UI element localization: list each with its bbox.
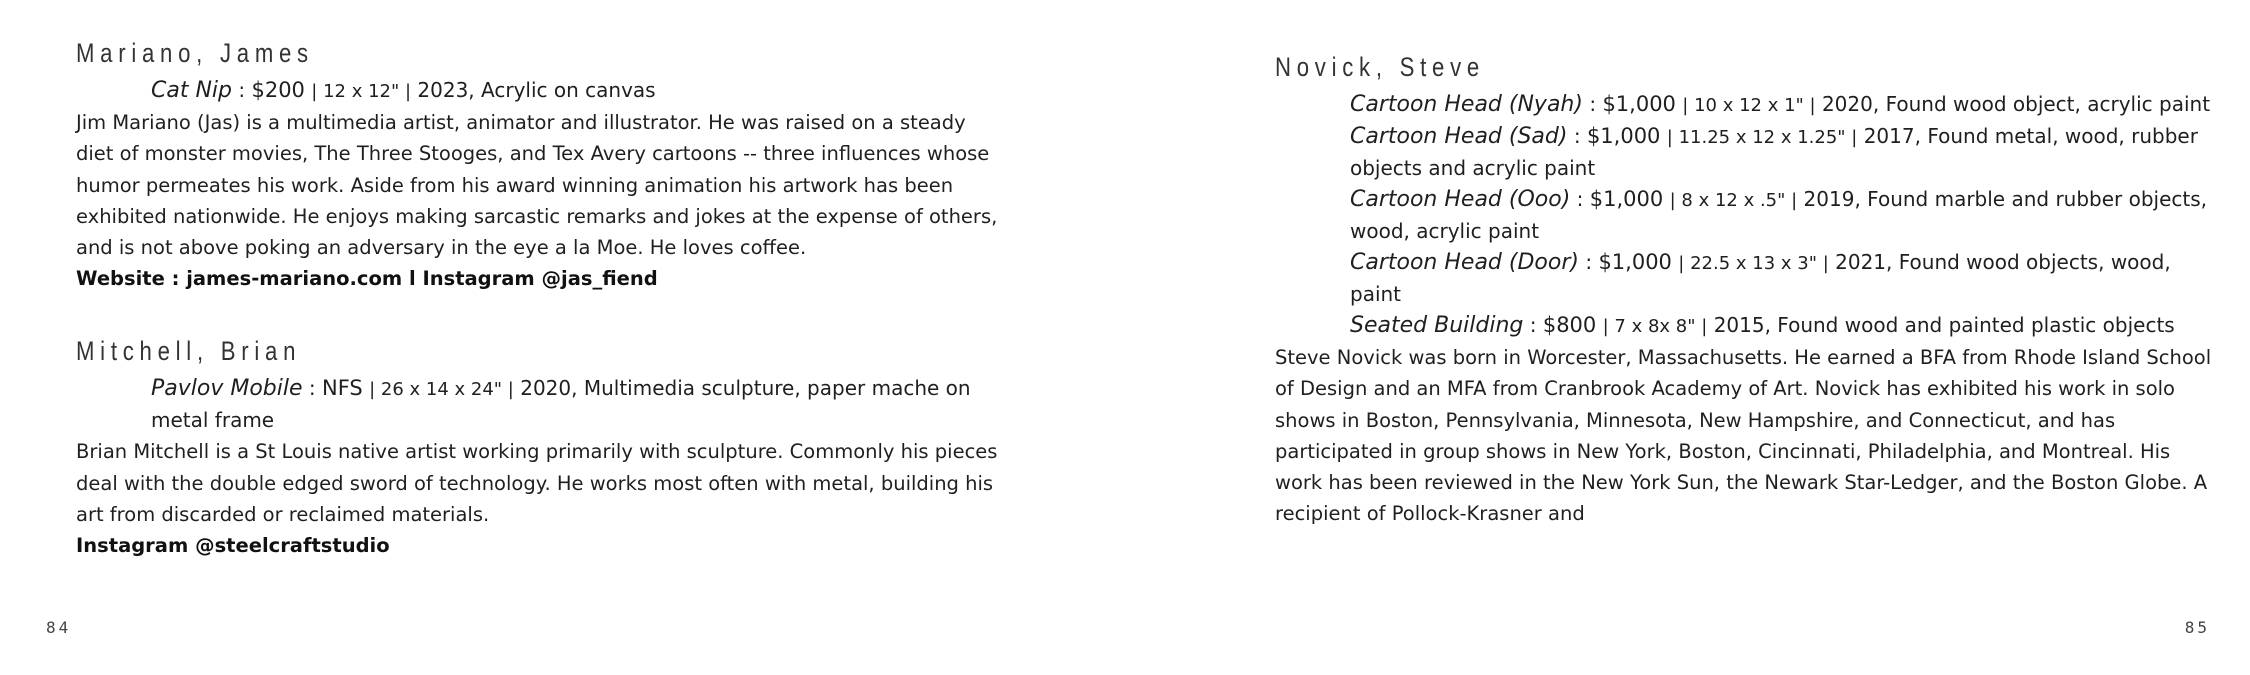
artist-links: Website : james-mariano.com l Instagram @jas_fiend <box>76 267 658 291</box>
artwork-price: $1,000 <box>1586 124 1661 148</box>
artwork-entry: Cartoon Head (Sad) : $1,000 | 11.25 x 12 x 1.25" | 2017, Found metal, wood, rubber objects and acrylic paint <box>1350 124 2198 180</box>
artwork-entry: Cartoon Head (Door) : $1,000 | 22.5 x 13 x 3" | 2021, Found wood objects, wood, paint <box>1350 250 2171 306</box>
left-page-content <box>76 36 1006 601</box>
page-number: 84 <box>46 618 72 637</box>
artwork-price: NFS <box>322 376 363 401</box>
artwork-dimensions: | 11.25 x 12 x 1.25" | <box>1666 127 1858 148</box>
artist-bio: Jim Mariano (Jas) is a multimedia artist, animator and illustrator. He was raised on a steady diet of monster movies, The Three Stooges, and Tex Avery cartoons -- three influences whose humor permeates his work. Aside from his award winning animation his artwork has been exhibited nationwide. He enjoys making sarcastic remarks and jokes at the expense of others, and is not above poking an adversary in the eye a la Moe. He loves coffee. <box>76 111 998 260</box>
artwork-price: $1,000 <box>1589 187 1664 211</box>
artwork-title: Cat Nip <box>151 78 232 103</box>
right-page-content <box>1275 50 2215 530</box>
artwork-entry: Cartoon Head (Nyah) : $1,000 | 10 x 12 x 1" | 2020, Found wood object, acrylic paint <box>1350 92 2211 117</box>
artist-links: Instagram @steelcraftstudio <box>76 534 390 558</box>
artwork-title: Cartoon Head (Ooo) <box>1350 187 1571 212</box>
artwork-details: 2015, Found wood and painted plastic objects <box>1713 313 2175 337</box>
artist-name: Mitchell, Brian <box>76 336 302 367</box>
artwork-title: Pavlov Mobile <box>151 376 303 402</box>
artwork-title: Cartoon Head (Sad) <box>1350 124 1568 149</box>
artwork-entry: Cartoon Head (Ooo) : $1,000 | 8 x 12 x .5" | 2019, Found marble and rubber objects, wood, acrylic paint <box>1350 187 2208 243</box>
artist-bio: Brian Mitchell is a St Louis native artist working primarily with sculpture. Commonly his pieces deal with the double edged sword of technology. He works most often with metal, building his art from discarded or reclaimed materials. <box>76 440 998 527</box>
artist-entry-mariano <box>76 36 1006 294</box>
artwork-dimensions: | 8 x 12 x .5" | <box>1669 190 1798 211</box>
artwork-details: 2023, Acrylic on canvas <box>417 78 656 102</box>
artwork-title: Cartoon Head (Door) <box>1350 250 1579 275</box>
page-number: 85 <box>2184 618 2210 637</box>
artist-entry-mitchell <box>76 334 1006 561</box>
artwork-title: Cartoon Head (Nyah) <box>1350 92 1583 117</box>
artwork-dimensions: | 7 x 8x 8" | <box>1602 316 1708 337</box>
artwork-details: 2020, Multimedia sculpture, paper mache on metal frame <box>151 376 971 433</box>
artwork-entry: Seated Building : $800 | 7 x 8x 8" | 2015, Found wood and painted plastic objects <box>1350 313 2175 338</box>
artist-name: Mariano, James <box>76 38 314 68</box>
artwork-entry: Pavlov Mobile : NFS | 26 x 14 x 24" | 2020, Multimedia sculpture, paper mache on metal frame <box>151 376 971 433</box>
artwork-details: 2020, Found wood object, acrylic paint <box>1821 92 2211 116</box>
artwork-price: $1,000 <box>1602 92 1676 116</box>
artwork-details: 2019, Found marble and rubber objects, wood, acrylic paint <box>1350 187 2208 243</box>
artwork-title: Seated Building <box>1350 313 1524 338</box>
right-page <box>1125 0 2250 675</box>
artwork-dimensions: | 12 x 12" | <box>311 81 412 102</box>
artwork-details: 2017, Found metal, wood, rubber objects and acrylic paint <box>1350 124 2198 180</box>
artist-entry-novick <box>1275 50 2215 530</box>
artwork-details: 2021, Found wood objects, wood, paint <box>1350 250 2171 306</box>
artwork-dimensions: | 26 x 14 x 24" | <box>369 379 514 401</box>
artwork-dimensions: | 10 x 12 x 1" | <box>1682 95 1816 116</box>
artist-name: Novick, Steve <box>1275 52 1485 82</box>
artwork-price: $800 <box>1542 313 1597 337</box>
artwork-dimensions: | 22.5 x 13 x 3" | <box>1678 253 1829 274</box>
artwork-entry: Cat Nip : $200 | 12 x 12" | 2023, Acrylic on canvas <box>151 78 656 103</box>
artwork-price: $200 <box>251 78 305 102</box>
artist-bio: Steve Novick was born in Worcester, Massachusetts. He earned a BFA from Rhode Island School of Design and an MFA from Cranbrook Academy of Art. Novick has exhibited his work in solo shows in Boston, Pennsylvania, Minnesota, New Hampshire, and Connecticut, and has participated in group shows in New York, Boston, Cincinnati, Philadelphia, and Montreal. His work has been reviewed in the New York Sun, the Newark Star-Ledger, and the Boston Globe. A recipient of Pollock-Krasner and <box>1275 346 2212 526</box>
artwork-price: $1,000 <box>1598 250 1672 274</box>
